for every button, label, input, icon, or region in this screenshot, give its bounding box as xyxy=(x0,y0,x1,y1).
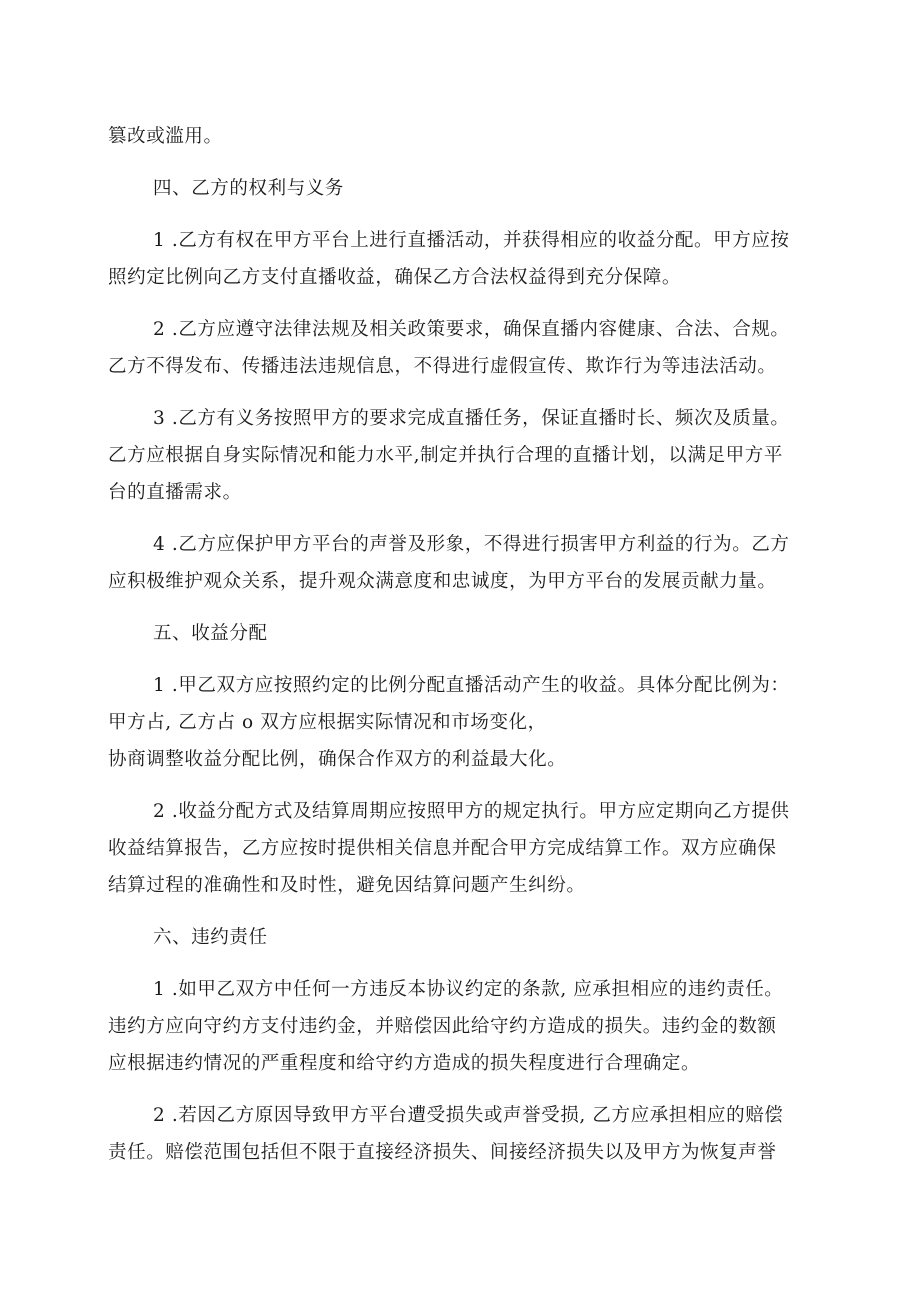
paragraph-continuation xyxy=(108,118,820,155)
clause-5-2 xyxy=(108,793,820,904)
section-heading-revenue xyxy=(108,615,820,652)
section-heading-breach xyxy=(108,919,820,956)
clause-4-3 xyxy=(108,400,820,511)
text-line: 2 .乙方应遵守法律法规及相关政策要求，确保直播内容健康、合法、合规。 xyxy=(153,319,790,340)
text-line: 3 .乙方有义务按照甲方的要求完成直播任务，保证直播时长、频次及质量。 xyxy=(153,408,790,429)
text-line: 4 .乙方应保护甲方平台的声誉及形象，不得进行损害甲方利益的行为。乙方 xyxy=(153,534,790,555)
clause-4-4 xyxy=(108,526,820,600)
text-line: 台的直播需求。 xyxy=(108,482,242,503)
clause-4-1 xyxy=(108,222,820,296)
text-line: 协商调整收益分配比例，确保合作双方的利益最大化。 xyxy=(108,749,567,770)
clause-6-1 xyxy=(108,971,820,1082)
text-line: 1 .如甲乙双方中任何一方违反本协议约定的条款, 应承担相应的违约责任。 xyxy=(153,979,784,1000)
text-line: 违约方应向守约方支付违约金，并赔偿因此给守约方造成的损失。违约金的数额 xyxy=(108,1016,777,1037)
text-line: 1 .甲乙双方应按照约定的比例分配直播活动产生的收益。具体分配比例为： xyxy=(153,675,790,696)
text-line: 应根据违约情况的严重程度和给守约方造成的损失程度进行合理确定。 xyxy=(108,1053,701,1074)
section-heading-party-b-rights xyxy=(108,170,820,207)
text-line: 收益结算报告，乙方应按时提供相关信息并配合甲方完成结算工作。双方应确保 xyxy=(108,838,777,859)
text-line: 2 .收益分配方式及结算周期应按照甲方的规定执行。甲方应定期向乙方提供 xyxy=(153,801,790,822)
text-line: 2 .若因乙方原因导致甲方平台遭受损失或声誉受损, 乙方应承担相应的赔偿 xyxy=(153,1105,784,1126)
text-line: 照约定比例向乙方支付直播收益，确保乙方合法权益得到充分保障。 xyxy=(108,267,682,288)
text-line: 篡改或滥用。 xyxy=(108,126,223,147)
text-line: 1 .乙方有权在甲方平台上进行直播活动，并获得相应的收益分配。甲方应按 xyxy=(153,230,790,251)
section-heading: 四、乙方的权利与义务 xyxy=(153,178,345,199)
text-line: 乙方应根据自身实际情况和能力水平,制定并执行合理的直播计划，以满足甲方平 xyxy=(108,445,783,466)
text-line: 责任。赔偿范围包括但不限于直接经济损失、间接经济损失以及甲方为恢复声誉 xyxy=(108,1142,777,1163)
section-heading: 六、违约责任 xyxy=(153,927,268,948)
text-line: 甲方占, 乙方占 o 双方应根据实际情况和市场变化， xyxy=(108,712,547,733)
clause-4-2 xyxy=(108,311,820,385)
text-line: 乙方不得发布、传播违法违规信息，不得进行虚假宣传、欺诈行为等违法活动。 xyxy=(108,356,777,377)
text-line: 应积极维护观众关系，提升观众满意度和忠诚度，为甲方平台的发展贡献力量。 xyxy=(108,571,777,592)
section-heading: 五、收益分配 xyxy=(153,623,268,644)
clause-6-2 xyxy=(108,1097,820,1171)
document-body xyxy=(108,118,820,1171)
text-line: 结算过程的准确性和及时性，避免因结算问题产生纠纷。 xyxy=(108,875,586,896)
clause-5-1 xyxy=(108,667,820,778)
